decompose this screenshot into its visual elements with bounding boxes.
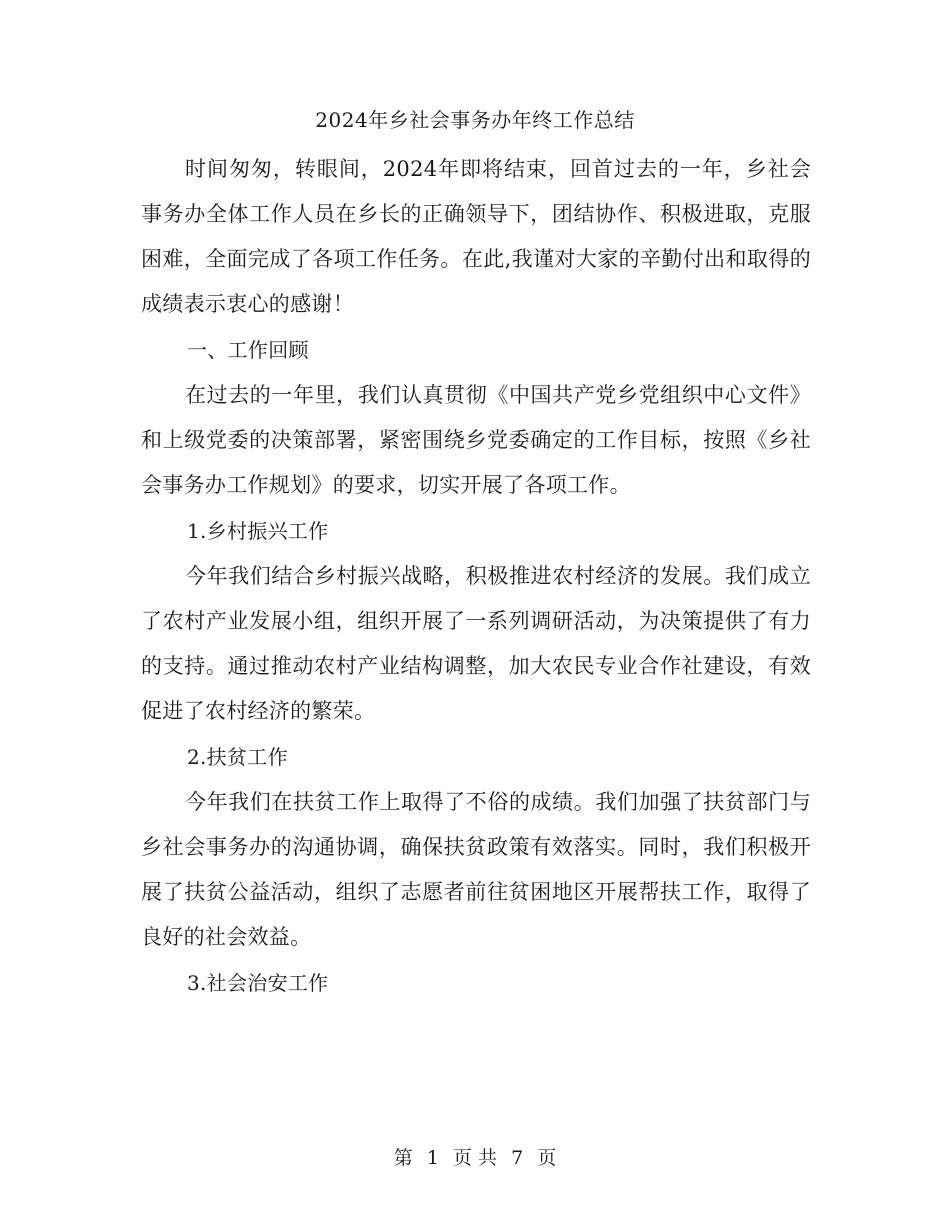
poverty-alleviation-paragraph: 今年我们在扶贫工作上取得了不俗的成绩。我们加强了扶贫部门与乡社会事务办的沟通协调，确保扶贫政策有效落实。同时，我们积极开展了扶贫公益活动，组织了志愿者前往贫困地区开展帮扶工作，取得了良好的社会效益。 bbox=[141, 790, 811, 949]
section-heading-review: 一、工作回顾 bbox=[187, 338, 309, 362]
intro-paragraph: 时间匆匆，转眼间，2024年即将结束，回首过去的一年，乡社会事务办全体工作人员在乡长的正确领导下，团结协作、积极进取，克服困难，全面完成了各项工作任务。在此,我谨对大家的辛勤付出和取得的成绩表示衷心的感谢！ bbox=[141, 157, 811, 316]
review-paragraph: 在过去的一年里，我们认真贯彻《中国共产党乡党组织中心文件》和上级党委的决策部署，紧密围绕乡党委确定的工作目标，按照《乡社会事务办工作规划》的要求，切实开展了各项工作。 bbox=[141, 383, 811, 497]
page-footer bbox=[0, 1144, 950, 1172]
footer-middle: 页 共 bbox=[452, 1147, 498, 1169]
subheading-public-security: 3.社会治安工作 bbox=[187, 971, 329, 995]
subheading-rural-revitalization: 1.乡村振兴工作 bbox=[187, 519, 329, 543]
footer-prefix: 第 bbox=[393, 1147, 413, 1169]
footer-suffix: 页 bbox=[537, 1147, 557, 1169]
footer-total-pages: 7 bbox=[511, 1147, 524, 1169]
footer-page-number: 1 bbox=[426, 1147, 439, 1169]
document-title: 2024年乡社会事务办年终工作总结 bbox=[315, 108, 635, 132]
document-body bbox=[141, 147, 811, 1006]
rural-revitalization-paragraph: 今年我们结合乡村振兴战略，积极推进农村经济的发展。我们成立了农村产业发展小组，组织开展了一系列调研活动，为决策提供了有力的支持。通过推动农村产业结构调整，加大农民专业合作社建设，有效促进了农村经济的繁荣。 bbox=[141, 564, 811, 723]
subheading-poverty-alleviation: 2.扶贫工作 bbox=[187, 745, 288, 769]
